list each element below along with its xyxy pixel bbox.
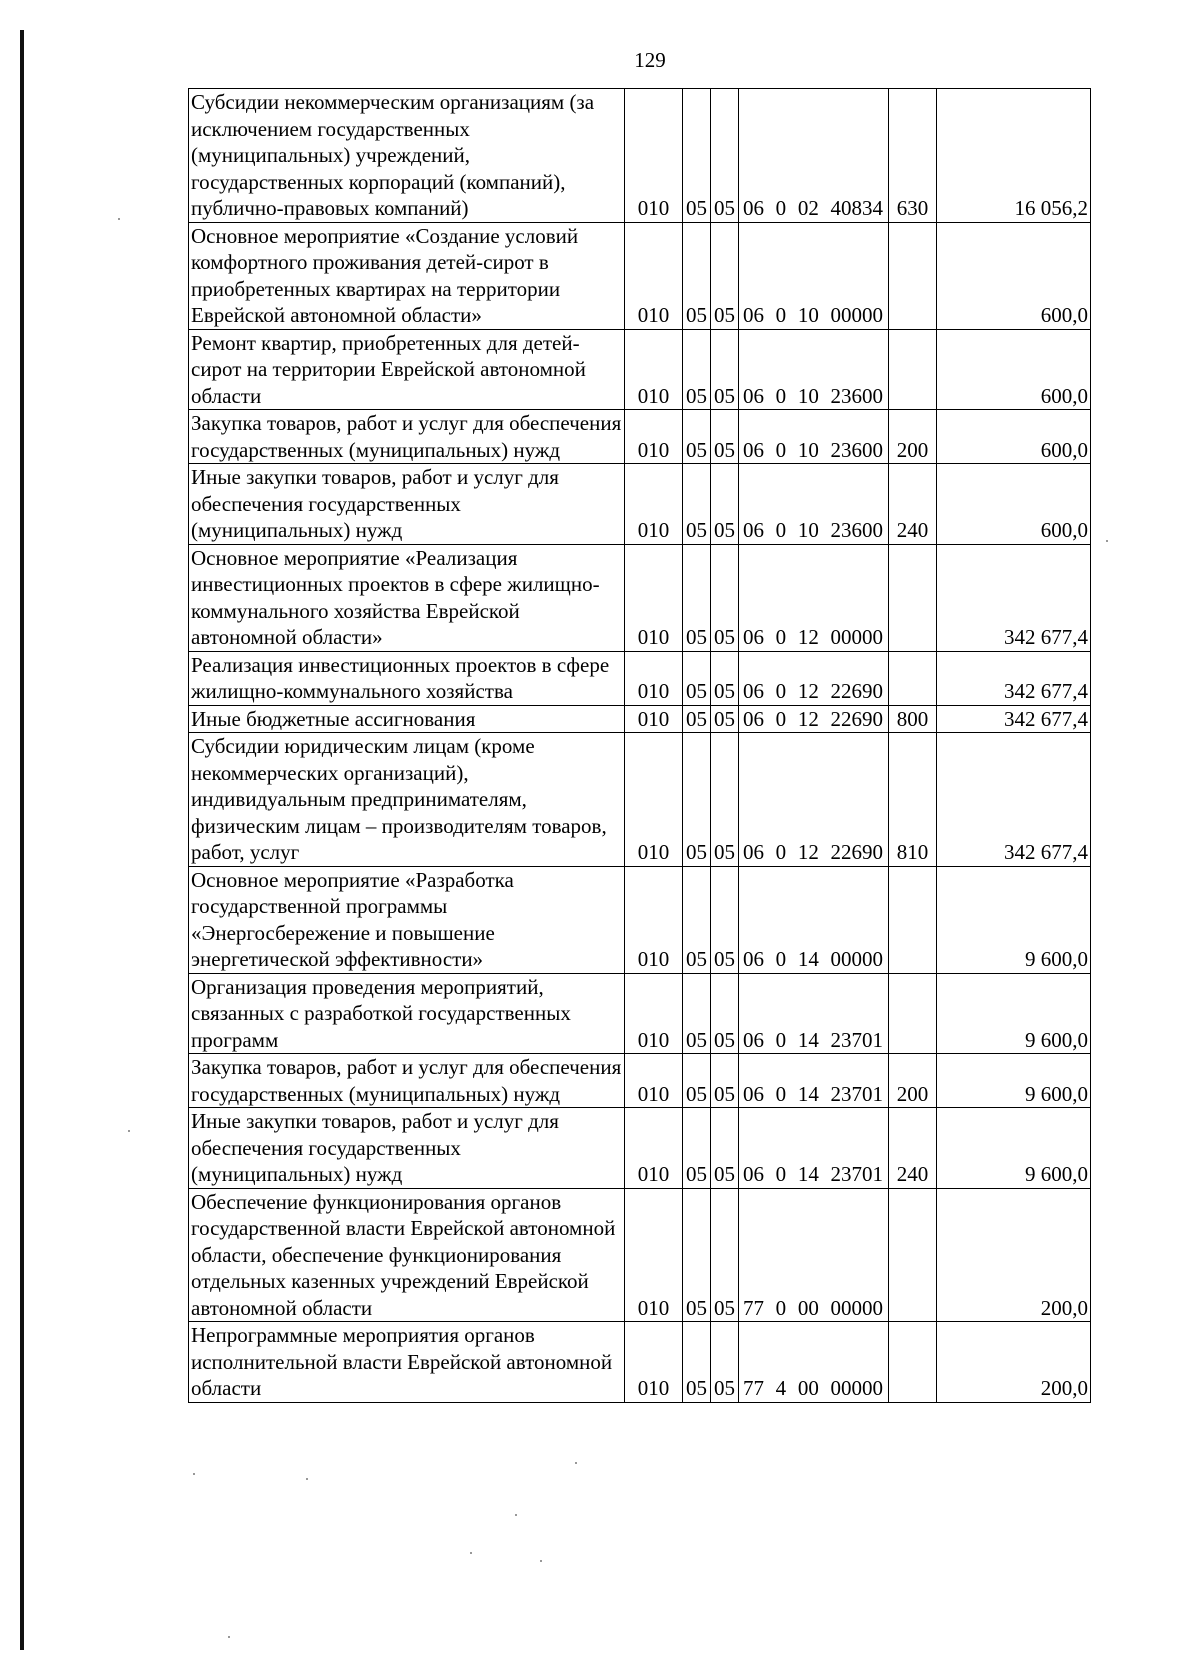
ministry-code-cell: 010: [625, 89, 683, 223]
table-row: [189, 329, 1091, 410]
code-part: 0: [775, 1027, 787, 1052]
expense-name-cell: Субсидии юридическим лицам (кроме некоммерческих организаций), индивидуальным предпринимателям, физическим лицам – производителям товаров, работ, услуг: [189, 733, 625, 867]
code-part: 10: [797, 303, 819, 327]
target-article-code: [741, 839, 886, 866]
code-part: 0: [775, 1162, 787, 1186]
section-code-cell: 05: [683, 866, 711, 973]
code-part: 0: [775, 679, 787, 703]
code-part: 06: [743, 625, 764, 649]
expense-type-cell: [889, 1322, 937, 1403]
code-part: 23701: [830, 1027, 883, 1052]
ministry-code-cell: 010: [625, 973, 683, 1054]
target-article-code: [741, 706, 886, 733]
ministry-code-cell: 010: [625, 1054, 683, 1108]
expense-name-cell: Иные закупки товаров, работ и услуг для обеспечения государственных (муниципальных) нужд: [189, 1108, 625, 1189]
ministry-code-cell: 010: [625, 1322, 683, 1403]
code-part: 14: [797, 947, 819, 971]
code-part: 06: [743, 303, 764, 327]
code-part: 12: [797, 840, 819, 864]
section-code-cell: 05: [683, 651, 711, 705]
subsection-code-cell: 05: [711, 733, 739, 867]
expense-name-cell: Организация проведения мероприятий, связанных с разработкой государственных программ: [189, 973, 625, 1054]
subsection-code-cell: 05: [711, 705, 739, 733]
code-part: 77: [743, 1295, 764, 1320]
amount-cell: 342 677,4: [937, 544, 1091, 651]
code-part: 12: [797, 679, 819, 703]
code-part: 0: [775, 1295, 787, 1320]
target-article-code-cell: [739, 464, 889, 545]
subsection-code-cell: 05: [711, 410, 739, 464]
target-article-code-cell: [739, 89, 889, 223]
code-part: 0: [775, 840, 787, 864]
code-part: 22690: [830, 840, 883, 864]
ministry-code-cell: 010: [625, 410, 683, 464]
target-article-code: [741, 1161, 886, 1188]
section-code-cell: 05: [683, 1108, 711, 1189]
amount-cell: 9 600,0: [937, 866, 1091, 973]
scan-speck: [118, 218, 120, 220]
code-part: 06: [743, 518, 764, 542]
ministry-code-cell: 010: [625, 544, 683, 651]
code-part: 23701: [830, 1081, 883, 1106]
expense-type-cell: 240: [889, 1108, 937, 1189]
subsection-code-cell: 05: [711, 89, 739, 223]
code-part: 00000: [830, 625, 883, 649]
ministry-code-cell: 010: [625, 866, 683, 973]
expense-type-cell: [889, 651, 937, 705]
table-row: [189, 866, 1091, 973]
scan-speck: [1106, 540, 1108, 542]
target-article-code: [741, 678, 886, 705]
expense-type-cell: [889, 866, 937, 973]
budget-table: [188, 88, 1091, 1403]
subsection-code-cell: 05: [711, 651, 739, 705]
ministry-code-cell: 010: [625, 1108, 683, 1189]
code-part: 06: [743, 437, 764, 462]
section-code-cell: 05: [683, 89, 711, 223]
target-article-code: [741, 302, 886, 329]
scan-speck: [540, 1560, 542, 1562]
amount-cell: 200,0: [937, 1322, 1091, 1403]
code-part: 0: [775, 437, 787, 462]
expense-name-cell: Обеспечение функционирования органов государственной власти Еврейской автономной области, обеспечение функционирования отдельных казенных учреждений Еврейской автономной области: [189, 1188, 625, 1322]
section-code-cell: 05: [683, 1322, 711, 1403]
subsection-code-cell: 05: [711, 329, 739, 410]
scan-speck: [228, 1636, 230, 1638]
subsection-code-cell: 05: [711, 222, 739, 329]
target-article-code-cell: [739, 329, 889, 410]
amount-cell: 600,0: [937, 464, 1091, 545]
subsection-code-cell: 05: [711, 866, 739, 973]
code-part: 23600: [830, 437, 883, 462]
scan-speck: [128, 1130, 130, 1132]
ministry-code-cell: 010: [625, 651, 683, 705]
section-code-cell: 05: [683, 410, 711, 464]
code-part: 0: [775, 383, 787, 408]
target-article-code-cell: [739, 1054, 889, 1108]
subsection-code-cell: 05: [711, 973, 739, 1054]
table-row: [189, 651, 1091, 705]
subsection-code-cell: 05: [711, 1322, 739, 1403]
expense-type-cell: 630: [889, 89, 937, 223]
target-article-code-cell: [739, 866, 889, 973]
amount-cell: 342 677,4: [937, 651, 1091, 705]
code-part: 14: [797, 1162, 819, 1186]
code-part: 00000: [830, 1376, 883, 1400]
section-code-cell: 05: [683, 1188, 711, 1322]
code-part: 06: [743, 1081, 764, 1106]
code-part: 00: [797, 1376, 819, 1400]
section-code-cell: 05: [683, 733, 711, 867]
code-part: 0: [775, 706, 787, 731]
target-article-code: [741, 1375, 886, 1402]
target-article-code: [741, 1081, 886, 1108]
code-part: 06: [743, 679, 764, 703]
subsection-code-cell: 05: [711, 464, 739, 545]
table-row: [189, 1322, 1091, 1403]
code-part: 0: [775, 625, 787, 649]
expense-name-cell: Основное мероприятие «Реализация инвестиционных проектов в сфере жилищно-коммунального хозяйства Еврейской автономной области»: [189, 544, 625, 651]
target-article-code-cell: [739, 1108, 889, 1189]
subsection-code-cell: 05: [711, 1108, 739, 1189]
target-article-code: [741, 946, 886, 973]
ministry-code-cell: 010: [625, 733, 683, 867]
amount-cell: 342 677,4: [937, 705, 1091, 733]
expense-name-cell: Непрограммные мероприятия органов исполнительной власти Еврейской автономной области: [189, 1322, 625, 1403]
target-article-code-cell: [739, 544, 889, 651]
ministry-code-cell: 010: [625, 705, 683, 733]
table-row: [189, 410, 1091, 464]
code-part: 23600: [830, 518, 883, 542]
amount-cell: 200,0: [937, 1188, 1091, 1322]
expense-name-cell: Реализация инвестиционных проектов в сфере жилищно-коммунального хозяйства: [189, 651, 625, 705]
code-part: 06: [743, 1027, 764, 1052]
subsection-code-cell: 05: [711, 1188, 739, 1322]
expense-type-cell: [889, 222, 937, 329]
code-part: 02: [797, 196, 819, 220]
target-article-code-cell: [739, 1188, 889, 1322]
target-article-code-cell: [739, 705, 889, 733]
expense-name-cell: Основное мероприятие «Разработка государственной программы «Энергосбережение и повышение энергетической эффективности»: [189, 866, 625, 973]
table-row: [189, 705, 1091, 733]
ministry-code-cell: 010: [625, 329, 683, 410]
amount-cell: 9 600,0: [937, 1108, 1091, 1189]
expense-type-cell: [889, 1188, 937, 1322]
table-row: [189, 464, 1091, 545]
amount-cell: 9 600,0: [937, 973, 1091, 1054]
target-article-code: [741, 1295, 886, 1322]
section-code-cell: 05: [683, 329, 711, 410]
target-article-code-cell: [739, 410, 889, 464]
table-row: [189, 1054, 1091, 1108]
code-part: 06: [743, 706, 764, 731]
page-number: 129: [634, 48, 666, 72]
ministry-code-cell: 010: [625, 222, 683, 329]
code-part: 4: [775, 1376, 787, 1400]
target-article-code-cell: [739, 651, 889, 705]
expense-type-cell: 200: [889, 410, 937, 464]
section-code-cell: 05: [683, 705, 711, 733]
code-part: 40834: [830, 196, 883, 220]
code-part: 00000: [830, 947, 883, 971]
expense-name-cell: Закупка товаров, работ и услуг для обеспечения государственных (муниципальных) нужд: [189, 1054, 625, 1108]
table-row: [189, 1108, 1091, 1189]
code-part: 12: [797, 625, 819, 649]
table-row: [189, 222, 1091, 329]
target-article-code-cell: [739, 973, 889, 1054]
target-article-code-cell: [739, 733, 889, 867]
code-part: 77: [743, 1376, 764, 1400]
code-part: 06: [743, 1162, 764, 1186]
subsection-code-cell: 05: [711, 544, 739, 651]
target-article-code-cell: [739, 222, 889, 329]
code-part: 06: [743, 196, 764, 220]
code-part: 23701: [830, 1162, 883, 1186]
budget-table-body: [189, 89, 1091, 1403]
code-part: 22690: [830, 679, 883, 703]
expense-type-cell: 200: [889, 1054, 937, 1108]
scan-speck: [515, 1514, 517, 1516]
code-part: 0: [775, 1081, 787, 1106]
code-part: 00000: [830, 303, 883, 327]
code-part: 06: [743, 383, 764, 408]
subsection-code-cell: 05: [711, 1054, 739, 1108]
expense-type-cell: [889, 973, 937, 1054]
code-part: 00000: [830, 1295, 883, 1320]
section-code-cell: 05: [683, 1054, 711, 1108]
code-part: 10: [797, 437, 819, 462]
expense-name-cell: Субсидии некоммерческим организациям (за исключением государственных (муниципальных) учреждений, государственных корпораций (компаний), публично-правовых компаний): [189, 89, 625, 223]
scan-speck: [306, 1478, 308, 1480]
scan-speck: [470, 1552, 472, 1554]
code-part: 10: [797, 383, 819, 408]
table-row: [189, 973, 1091, 1054]
target-article-code: [741, 1027, 886, 1054]
expense-type-cell: 240: [889, 464, 937, 545]
section-code-cell: 05: [683, 544, 711, 651]
ministry-code-cell: 010: [625, 1188, 683, 1322]
scan-speck: [575, 1462, 577, 1464]
code-part: 0: [775, 518, 787, 542]
expense-name-cell: Иные закупки товаров, работ и услуг для обеспечения государственных (муниципальных) нужд: [189, 464, 625, 545]
section-code-cell: 05: [683, 222, 711, 329]
amount-cell: 342 677,4: [937, 733, 1091, 867]
code-part: 0: [775, 947, 787, 971]
code-part: 10: [797, 518, 819, 542]
target-article-code-cell: [739, 1322, 889, 1403]
target-article-code: [741, 195, 886, 222]
section-code-cell: 05: [683, 464, 711, 545]
target-article-code: [741, 624, 886, 651]
expense-name-cell: Основное мероприятие «Создание условий комфортного проживания детей-сирот в приобретенных квартирах на территории Еврейской автономной области»: [189, 222, 625, 329]
amount-cell: 16 056,2: [937, 89, 1091, 223]
table-row: [189, 544, 1091, 651]
scan-speck: [193, 1473, 195, 1475]
expense-name-cell: Ремонт квартир, приобретенных для детей-сирот на территории Еврейской автономной области: [189, 329, 625, 410]
table-row: [189, 1188, 1091, 1322]
code-part: 0: [775, 196, 787, 220]
amount-cell: 600,0: [937, 222, 1091, 329]
code-part: 06: [743, 840, 764, 864]
target-article-code: [741, 517, 886, 544]
code-part: 0: [775, 303, 787, 327]
amount-cell: 600,0: [937, 410, 1091, 464]
target-article-code: [741, 437, 886, 464]
binding-edge-line: [20, 30, 24, 1650]
code-part: 14: [797, 1081, 819, 1106]
target-article-code: [741, 383, 886, 410]
table-row: [189, 733, 1091, 867]
code-part: 00: [797, 1295, 819, 1320]
expense-type-cell: 800: [889, 705, 937, 733]
ministry-code-cell: 010: [625, 464, 683, 545]
expense-type-cell: [889, 329, 937, 410]
section-code-cell: 05: [683, 973, 711, 1054]
expense-name-cell: Закупка товаров, работ и услуг для обеспечения государственных (муниципальных) нужд: [189, 410, 625, 464]
code-part: 12: [797, 706, 819, 731]
code-part: 22690: [830, 706, 883, 731]
expense-name-cell: Иные бюджетные ассигнования: [189, 705, 625, 733]
amount-cell: 600,0: [937, 329, 1091, 410]
expense-type-cell: [889, 544, 937, 651]
amount-cell: 9 600,0: [937, 1054, 1091, 1108]
table-row: [189, 89, 1091, 223]
code-part: 23600: [830, 383, 883, 408]
code-part: 06: [743, 947, 764, 971]
expense-type-cell: 810: [889, 733, 937, 867]
code-part: 14: [797, 1027, 819, 1052]
